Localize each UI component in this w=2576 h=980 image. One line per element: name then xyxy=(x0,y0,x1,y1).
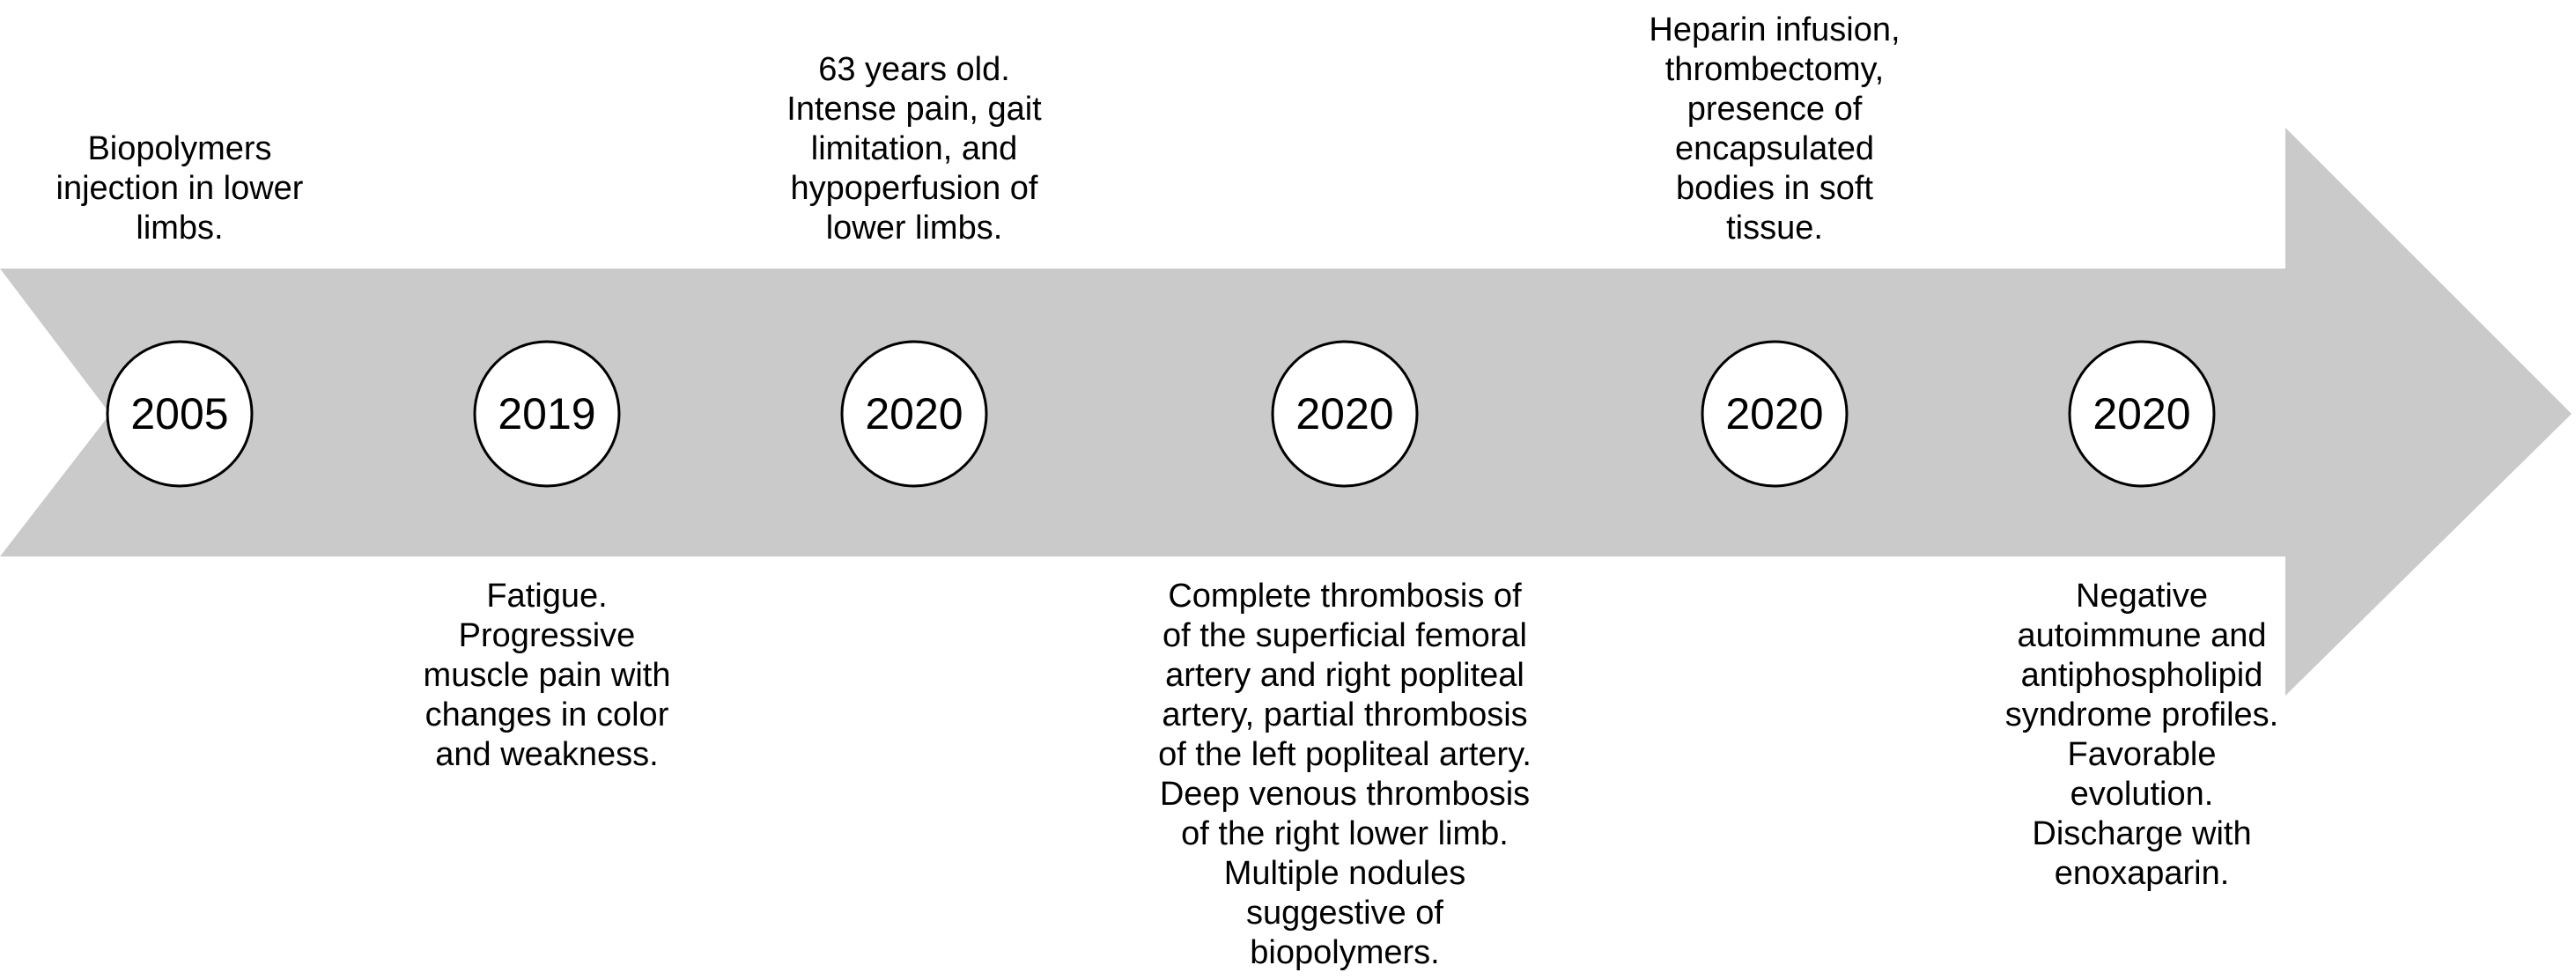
event-note-2019-below: Fatigue. Progressive muscle pain with changes in color and weakness. xyxy=(423,578,671,773)
event-marker-2020-d xyxy=(2070,342,2214,486)
year-label: 2020 xyxy=(2093,389,2191,438)
event-marker-2020-a xyxy=(842,342,986,486)
event-marker-2020-b xyxy=(1273,342,1417,486)
event-marker-2005 xyxy=(107,342,252,486)
year-label: 2020 xyxy=(1725,389,1824,438)
year-label: 2020 xyxy=(1295,389,1394,438)
event-marker-2020-c xyxy=(1702,342,1847,486)
event-note-2005-above: Biopolymers injection in lower limbs. xyxy=(55,130,304,247)
event-note-2020-above-2: Heparin infusion, thrombectomy, presence of encapsulated bodies in soft tissue. xyxy=(1649,11,1901,247)
event-note-2020-above-1: 63 years old. Intense pain, gait limitation, and hypoperfusion of lower limbs. xyxy=(786,51,1042,247)
event-note-2020-below-2: Negative autoimmune and antiphospholipid syndrome profiles. Favorable evolution. Discharge with enoxaparin. xyxy=(2004,578,2279,892)
year-label: 2019 xyxy=(498,389,596,438)
event-marker-2019 xyxy=(475,342,619,486)
event-note-2020-below-1: Complete thrombosis of of the superficial femoral artery and right popliteal artery, partial thrombosis of the left popliteal artery. Deep venous thrombosis of the right lower limb. Multiple nodules suggestive of biopolymers. xyxy=(1158,578,1532,971)
year-label: 2005 xyxy=(130,389,229,438)
year-label: 2020 xyxy=(865,389,963,438)
